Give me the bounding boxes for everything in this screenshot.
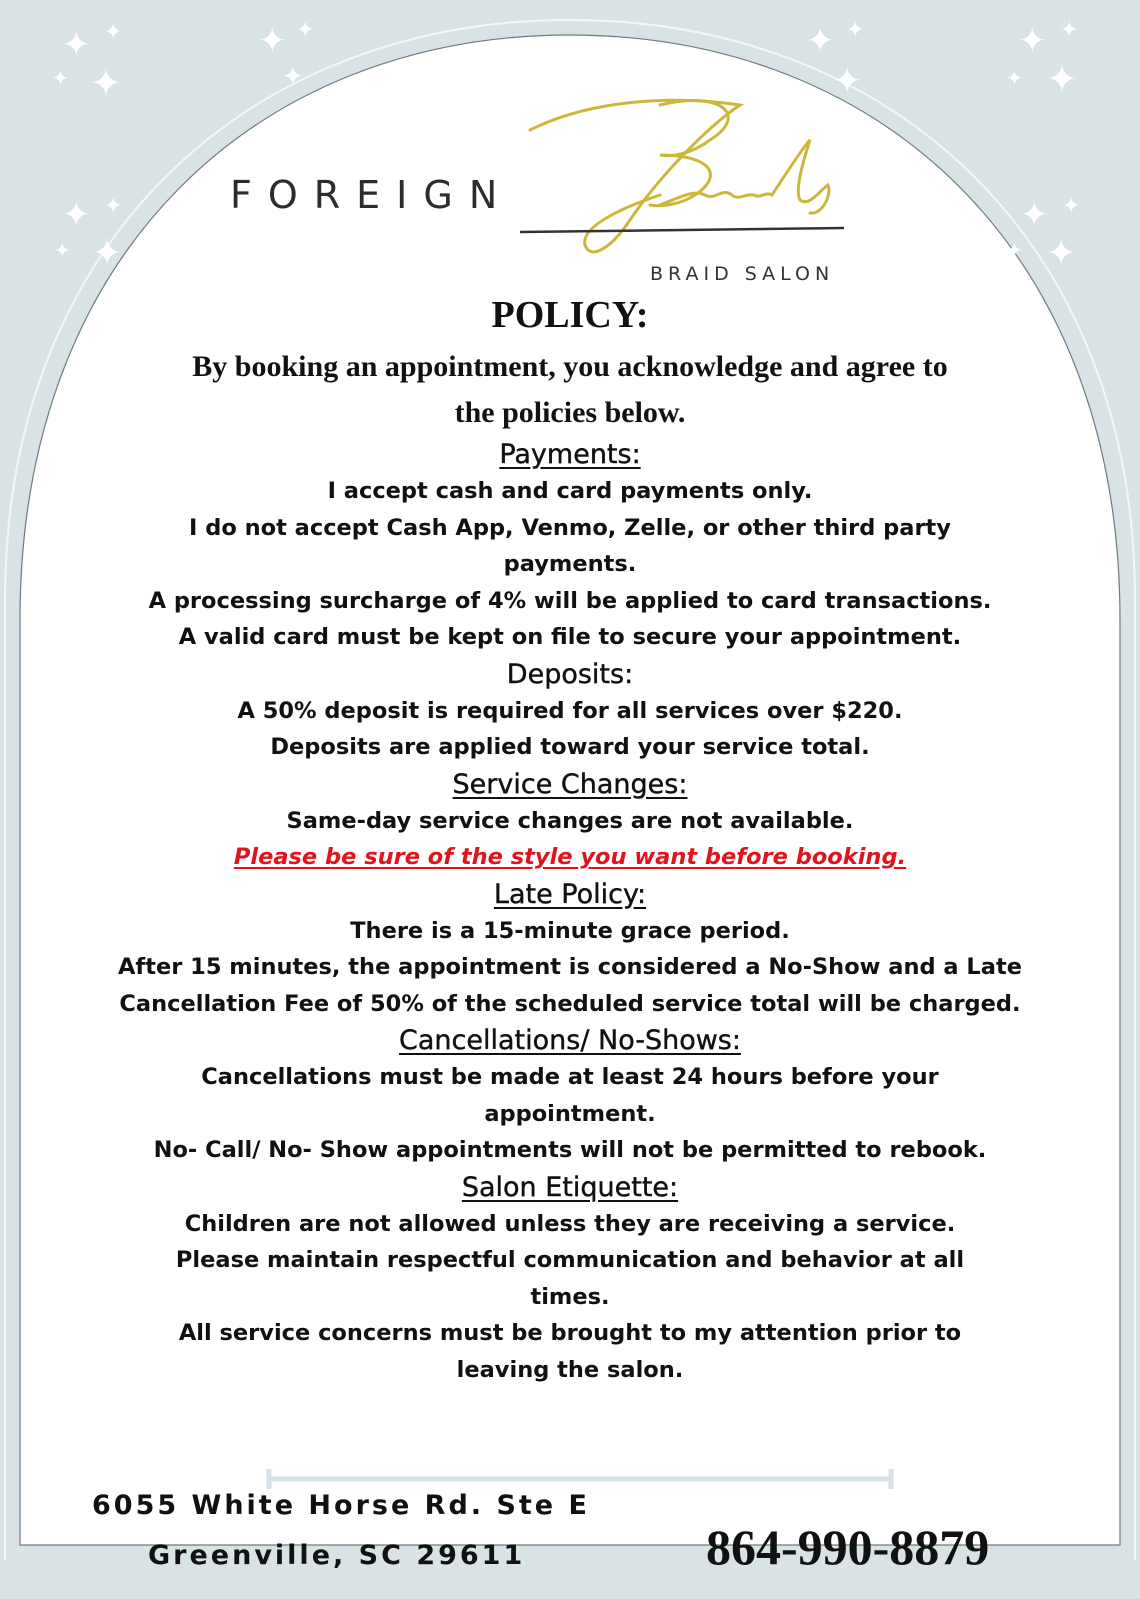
- policy-line: Cancellations must be made at least 24 hours before your appointment.: [201, 1064, 939, 1127]
- sparkle-icon: ✦: [54, 238, 71, 262]
- policy-line: All service concerns must be brought to my attention prior to leaving the salon.: [178, 1320, 962, 1383]
- intro-text: By booking an appointment, you acknowledge and agree to the policies below.: [192, 350, 948, 429]
- policy-warning-line: Please be sure of the style you want before booking.: [233, 844, 907, 870]
- sparkle-icon: ✦: [1060, 18, 1079, 43]
- page-title: POLICY:: [491, 294, 649, 336]
- sparkle-icon: ✦: [1062, 194, 1081, 219]
- policy-line: Same-day service changes are not available.: [286, 807, 854, 834]
- address-line-1: 6055 White Horse Rd. Ste E: [92, 1490, 590, 1521]
- policy-line: I do not accept Cash App, Venmo, Zelle, or other third party payments.: [189, 514, 951, 577]
- sparkle-icon: ✦: [62, 195, 91, 235]
- phone-number: 864-990-8879: [706, 1519, 990, 1575]
- brand-logo: [220, 95, 880, 290]
- policy-line: A processing surcharge of 4% will be applied to card transactions.: [148, 587, 992, 614]
- section-heading-deposits: Deposits:: [506, 658, 634, 690]
- sparkle-icon: ✦: [1006, 66, 1023, 90]
- sparkle-icon: ✦: [806, 21, 835, 61]
- brand-tagline: BRAID SALON: [650, 263, 835, 285]
- sparkle-icon: ✦: [282, 62, 304, 92]
- policy-line: I accept cash and card payments only.: [327, 478, 813, 504]
- footer-divider: [266, 1467, 896, 1491]
- sparkle-icon: ✦: [1018, 21, 1047, 61]
- section-heading-salon-etiquette: Salon Etiquette:: [461, 1171, 679, 1203]
- sparkle-icon: ✦: [92, 233, 123, 274]
- sparkle-icon: ✦: [1046, 233, 1077, 274]
- sparkle-icon: ✦: [846, 18, 865, 43]
- policy-line: Deposits are applied toward your service total.: [270, 734, 870, 760]
- sparkle-icon: ✦: [90, 61, 122, 105]
- braids-script-logo: [510, 95, 870, 265]
- sparkle-icon: ✦: [104, 20, 123, 45]
- policy-line: Please maintain respectful communication and behavior at all times.: [175, 1247, 965, 1310]
- sparkle-icon: ✦: [62, 25, 91, 65]
- policy-line: After 15 minutes, the appointment is considered a No-Show and a Late Cancellation Fee of 50% of the scheduled service total will be charged.: [118, 954, 1022, 1017]
- section-heading-service-changes: Service Changes:: [452, 768, 688, 800]
- sparkle-icon: ✦: [1006, 238, 1023, 262]
- policy-line: There is a 15-minute grace period.: [350, 917, 790, 944]
- section-heading-cancellations: Cancellations/ No-Shows:: [399, 1025, 741, 1056]
- sparkle-icon: ✦: [296, 18, 315, 43]
- sparkle-icon: ✦: [258, 21, 287, 61]
- policy-line: Children are not allowed unless they are receiving a service.: [184, 1210, 956, 1237]
- sparkle-icon: ✦: [1020, 195, 1049, 235]
- sparkle-icon: ✦: [52, 66, 69, 90]
- policy-line: No- Call/ No- Show appointments will not be permitted to rebook.: [153, 1137, 987, 1163]
- brand-name: FOREIGN: [230, 173, 514, 217]
- sparkle-icon: ✦: [1046, 57, 1078, 101]
- policy-content: [110, 290, 1030, 1388]
- section-heading-payments: Payments:: [499, 439, 641, 470]
- policy-line: A 50% deposit is required for all services over $220.: [237, 697, 903, 724]
- sparkle-icon: ✦: [832, 61, 863, 102]
- sparkle-icon: ✦: [104, 194, 123, 219]
- section-heading-late-policy: Late Policy:: [493, 878, 647, 910]
- policy-line: A valid card must be kept on file to secure your appointment.: [178, 624, 962, 650]
- address-line-2: Greenville, SC 29611: [148, 1540, 526, 1571]
